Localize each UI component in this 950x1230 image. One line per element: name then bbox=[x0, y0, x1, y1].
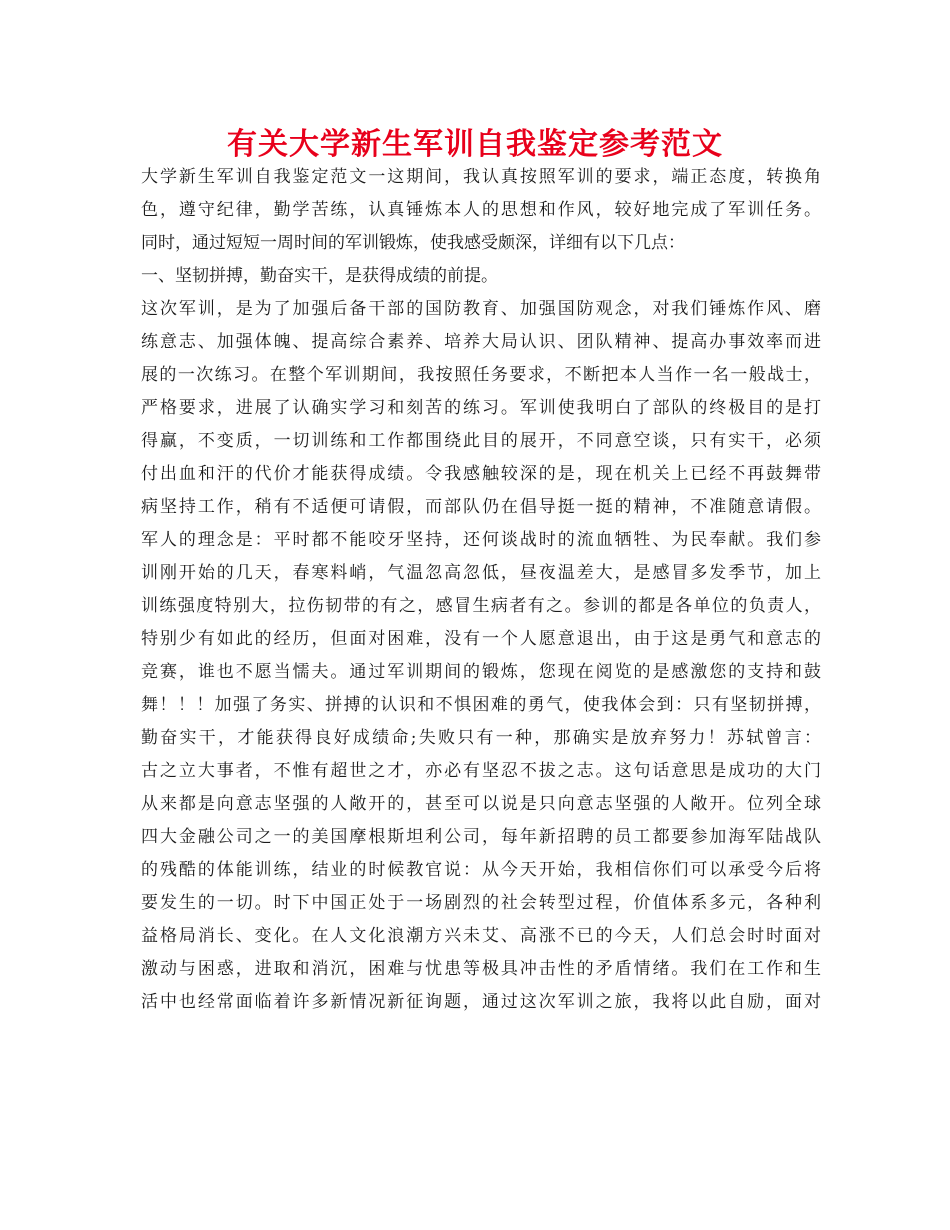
paragraph-line: 益格局消长、变化。在人文化浪潮方兴未艾、高涨不已的今天，人们总会时时面对 bbox=[141, 926, 821, 946]
paragraph-line: 病坚持工作，稍有不适便可请假，而部队仍在倡导挺一挺的精神，不准随意请假。 bbox=[141, 497, 821, 517]
paragraph-line: 舞！！！加强了务实、拼搏的认识和不惧困难的勇气，使我体会到：只有坚韧拼搏， bbox=[141, 695, 821, 715]
paragraph-line: 从来都是向意志坚强的人敞开的，甚至可以说是只向意志坚强的人敞开。位列全球 bbox=[141, 794, 821, 814]
paragraph-line: 严格要求，进展了认确实学习和刻苦的练习。军训使我明白了部队的终极目的是打 bbox=[141, 398, 821, 418]
paragraph-line: 古之立大事者，不惟有超世之才，亦必有坚忍不拔之志。这句话意思是成功的大门 bbox=[141, 761, 821, 781]
paragraph-line: 练意志、加强体魄、提高综合素养、培养大局认识、团队精神、提高办事效率而进 bbox=[141, 332, 821, 352]
paragraph-line: 勤奋实干，才能获得良好成绩命;失败只有一种，那确实是放弃努力！苏轼曾言： bbox=[141, 728, 821, 748]
paragraph-line: 展的一次练习。在整个军训期间，我按照任务要求，不断把本人当作一名一般战士， bbox=[141, 365, 821, 385]
paragraph-line: 这次军训，是为了加强后备干部的国防教育、加强国防观念，对我们锤炼作风、磨 bbox=[141, 299, 821, 319]
paragraph-line: 大学新生军训自我鉴定范文一这期间，我认真按照军训的要求，端正态度，转换角 bbox=[141, 167, 821, 187]
paragraph-line: 活中也经常面临着许多新情况新征询题，通过这次军训之旅，我将以此自励，面对 bbox=[141, 992, 821, 1012]
paragraph-line: 色，遵守纪律，勤学苦练，认真锤炼本人的思想和作风，较好地完成了军训任务。 bbox=[141, 200, 821, 220]
paragraph-line: 训刚开始的几天，春寒料峭，气温忽高忽低，昼夜温差大，是感冒多发季节，加上 bbox=[141, 563, 821, 583]
document-body bbox=[141, 161, 821, 1019]
paragraph-line: 四大金融公司之一的美国摩根斯坦利公司，每年新招聘的员工都要参加海军陆战队 bbox=[141, 827, 821, 847]
paragraph-line: 竞赛，谁也不愿当懦夫。通过军训期间的锻炼，您现在阅览的是感激您的支持和鼓 bbox=[141, 662, 821, 682]
paragraph-line: 一、坚韧拼搏，勤奋实干，是获得成绩的前提。 bbox=[141, 266, 498, 286]
paragraph-line: 同时，通过短短一周时间的军训锻炼，使我感受颇深，详细有以下几点： bbox=[141, 233, 685, 253]
paragraph-line: 激动与困惑，进取和消沉，困难与忧患等极具冲击性的矛盾情绪。我们在工作和生 bbox=[141, 959, 821, 979]
paragraph-line: 付出血和汗的代价才能获得成绩。令我感触较深的是，现在机关上已经不再鼓舞带 bbox=[141, 464, 821, 484]
document-title: 有关大学新生军训自我鉴定参考范文 bbox=[227, 127, 723, 162]
paragraph-line: 军人的理念是：平时都不能咬牙坚持，还何谈战时的流血牺牲、为民奉献。我们参 bbox=[141, 530, 821, 550]
paragraph-line: 训练强度特别大，拉伤韧带的有之，感冒生病者有之。参训的都是各单位的负责人， bbox=[141, 596, 821, 616]
paragraph-line: 特别少有如此的经历，但面对困难，没有一个人愿意退出，由于这是勇气和意志的 bbox=[141, 629, 821, 649]
paragraph-line: 得赢，不变质，一切训练和工作都围绕此目的展开，不同意空谈，只有实干，必须 bbox=[141, 431, 821, 451]
paragraph-line: 要发生的一切。时下中国正处于一场剧烈的社会转型过程，价值体系多元，各种利 bbox=[141, 893, 821, 913]
paragraph-line: 的残酷的体能训练，结业的时候教官说：从今天开始，我相信你们可以承受今后将 bbox=[141, 860, 821, 880]
